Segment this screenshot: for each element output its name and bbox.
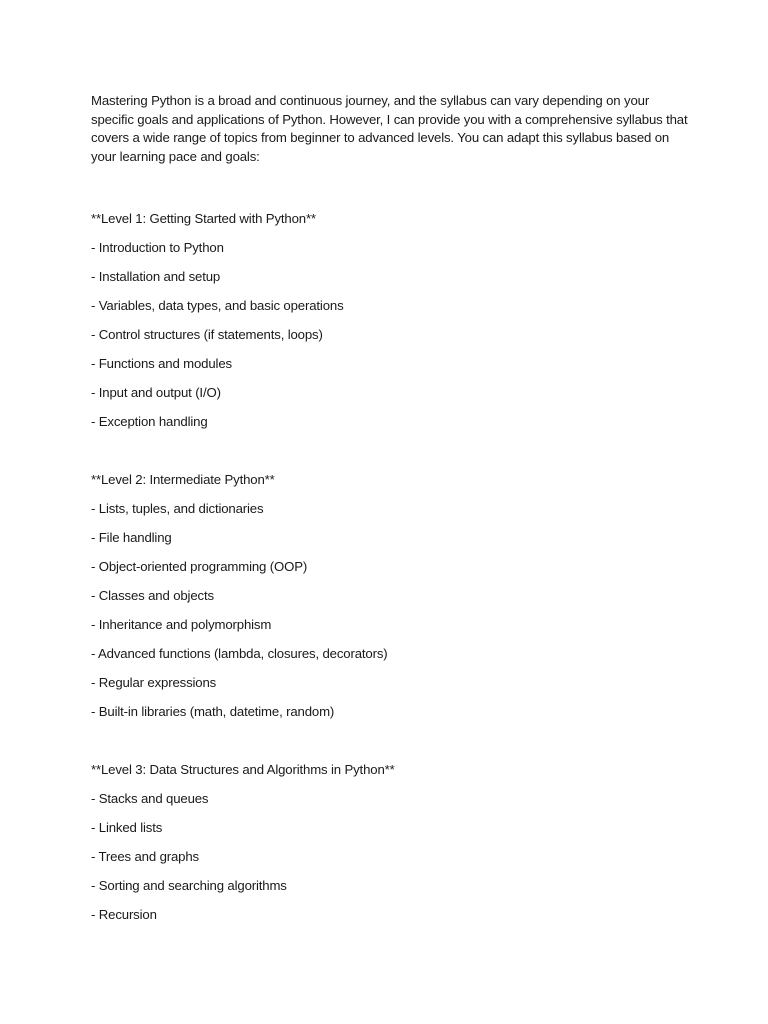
section-level-1: [91, 204, 691, 436]
section-level-2: [91, 465, 691, 726]
list-item: - Functions and modules: [91, 356, 232, 372]
section-level-3: [91, 755, 691, 929]
list-item: - Trees and graphs: [91, 849, 199, 865]
list-item: - File handling: [91, 530, 172, 546]
list-item: - Inheritance and polymorphism: [91, 617, 272, 633]
section-heading: **Level 3: Data Structures and Algorithms in Python**: [91, 762, 395, 778]
list-item: - Object-oriented programming (OOP): [91, 559, 308, 575]
list-item: - Exception handling: [91, 414, 208, 430]
list-item: - Stacks and queues: [91, 791, 209, 807]
intro-paragraph: Mastering Python is a broad and continuous journey, and the syllabus can vary depending on your specific goals and applications of Python. However, I can provide you with a comprehensive syllabus that covers a wide range of topics from beginner to advanced levels. You can adapt this syllabus based on your learning pace and goals:: [91, 93, 688, 164]
document-content: [91, 92, 691, 929]
section-heading: **Level 1: Getting Started with Python**: [91, 211, 316, 227]
list-item: - Linked lists: [91, 820, 163, 836]
list-item: - Built-in libraries (math, datetime, random): [91, 704, 335, 720]
list-item: - Lists, tuples, and dictionaries: [91, 501, 264, 517]
list-item: - Sorting and searching algorithms: [91, 878, 287, 894]
list-item: - Recursion: [91, 907, 157, 923]
list-item: - Installation and setup: [91, 269, 221, 285]
list-item: - Classes and objects: [91, 588, 214, 604]
list-item: - Introduction to Python: [91, 240, 224, 256]
list-item: - Control structures (if statements, loops): [91, 327, 323, 343]
section-heading: **Level 2: Intermediate Python**: [91, 472, 275, 488]
list-item: - Variables, data types, and basic operations: [91, 298, 344, 314]
list-item: - Input and output (I/O): [91, 385, 221, 401]
list-item: - Advanced functions (lambda, closures, decorators): [91, 646, 388, 662]
list-item: - Regular expressions: [91, 675, 217, 691]
